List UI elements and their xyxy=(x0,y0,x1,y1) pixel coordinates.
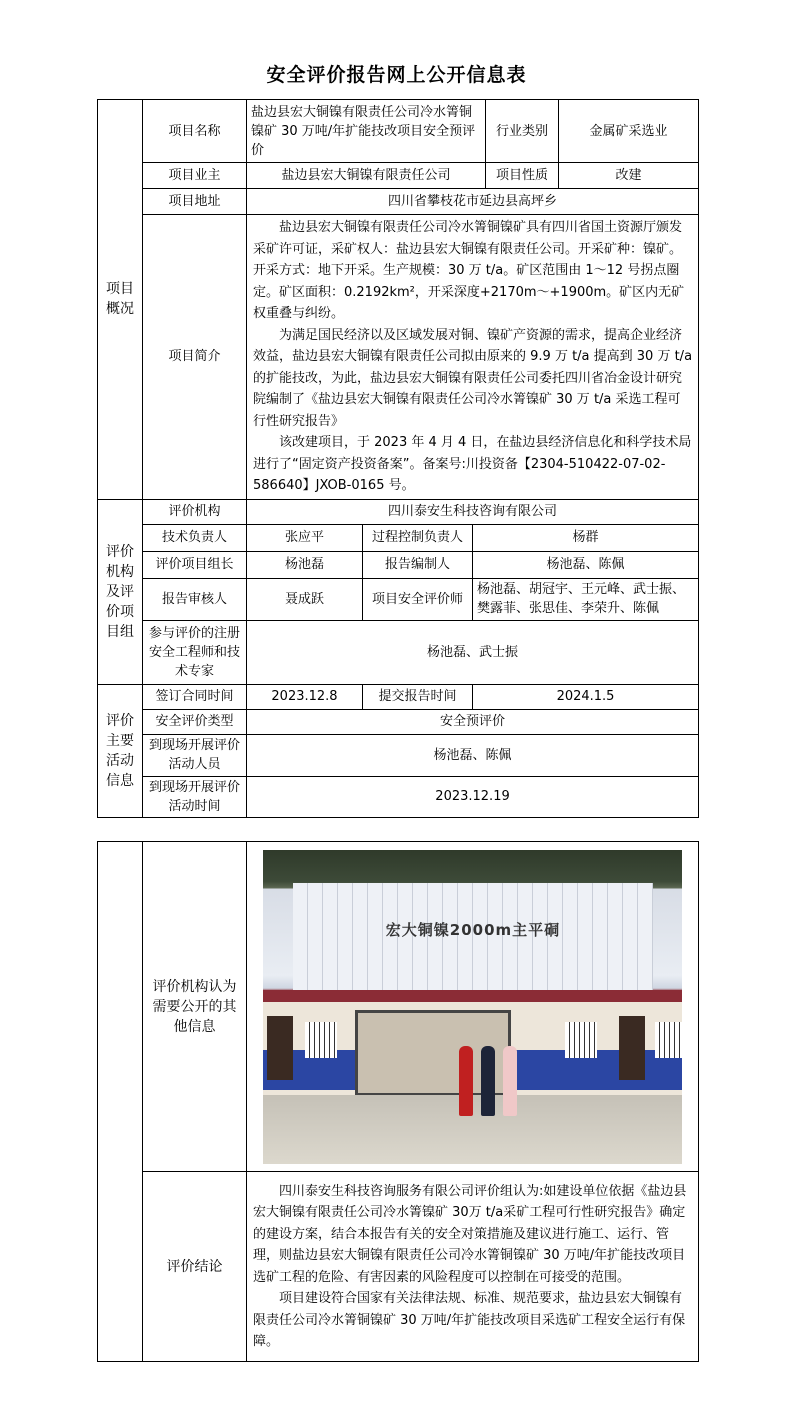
intro-text xyxy=(247,215,699,500)
other-info-label: 评价机构认为需要公开的其他信息 xyxy=(143,842,247,1172)
agency-value: 四川泰安生科技咨询有限公司 xyxy=(247,499,699,524)
project-name-value: 盐边县宏大铜镍有限责任公司冷水箐铜镍矿 30 万吨/年扩能技改项目安全预评价 xyxy=(247,100,486,163)
eval-type-label: 安全评价类型 xyxy=(143,709,247,734)
empty-group-cell xyxy=(98,842,143,1362)
site-date-label: 到现场开展评价活动时间 xyxy=(143,776,247,817)
address-value: 四川省攀枝花市延边县高坪乡 xyxy=(247,189,699,215)
nature-label: 项目性质 xyxy=(486,163,559,189)
conclusion-paragraph: 四川泰安生科技咨询服务有限公司评价组认为:如建设单位依据《盐边县宏大铜镍有限责任公司冷水箐镍矿 30万 t/a采矿工程可行性研究报告》确定的建设方案，结合本报告有关的安全对策措施及建议进行施工、运行、管理，则盐边县宏大铜镍有限责任公司冷水箐铜镍矿 30 万吨/年扩能技改项目选矿工程的危险、有害因素的风险程度可以控制在可接受的范围。 xyxy=(253,1183,687,1285)
site-photo xyxy=(263,850,682,1164)
industry-value: 金属矿采选业 xyxy=(559,100,699,163)
owner-label: 项目业主 xyxy=(143,163,247,189)
conclusion-paragraph: 项目建设符合国家有关法律法规、标准、规范要求，盐边县宏大铜镍有限责任公司冷水箐铜镍矿 30 万吨/年扩能技改项目采选矿工程安全运行有保障。 xyxy=(253,1291,686,1349)
reviewer-value: 聂成跃 xyxy=(247,578,363,620)
activity-group-label: 评价主要活动信息 xyxy=(98,684,143,817)
page-title: 安全评价报告网上公开信息表 xyxy=(266,64,527,86)
window xyxy=(565,1022,597,1058)
team-lead-value: 杨池磊 xyxy=(247,551,363,578)
reviewer-label: 报告审核人 xyxy=(143,578,247,620)
nature-value: 改建 xyxy=(559,163,699,189)
overview-group-label: 项目概况 xyxy=(106,281,134,318)
assessors-value: 杨池磊、胡冠宇、王元峰、武士振、樊露菲、张思佳、李荣升、陈佩 xyxy=(473,578,699,620)
project-name-label: 项目名称 xyxy=(143,100,247,163)
tech-lead-label: 技术负责人 xyxy=(143,524,247,551)
submit-date-value: 2024.1.5 xyxy=(473,684,699,709)
compiler-value: 杨池磊、陈佩 xyxy=(473,551,699,578)
window xyxy=(655,1022,682,1058)
site-date-value: 2023.12.19 xyxy=(247,776,699,817)
info-table xyxy=(97,99,699,818)
process-lead-label: 过程控制负责人 xyxy=(363,524,473,551)
group-overview-label xyxy=(98,100,143,500)
org-group-label: 评价机构及评价项目组 xyxy=(98,499,143,684)
contract-date-value: 2023.12.8 xyxy=(247,684,363,709)
owner-value: 盐边县宏大铜镍有限责任公司 xyxy=(247,163,486,189)
intro-label: 项目简介 xyxy=(143,215,247,500)
conclusion-text xyxy=(247,1172,699,1362)
address-label: 项目地址 xyxy=(143,189,247,215)
conclusion-label: 评价结论 xyxy=(143,1172,247,1362)
compiler-label: 报告编制人 xyxy=(363,551,473,578)
tech-lead-value: 张应平 xyxy=(247,524,363,551)
engineers-value: 杨池磊、武士振 xyxy=(247,620,699,684)
intro-paragraph: 盐边县宏大铜镍有限责任公司冷水箐铜镍矿具有四川省国土资源厅颁发采矿许可证，采矿权人：盐边县宏大铜镍有限责任公司。开采矿种：镍矿。开采方式：地下开采。生产规模：30 万 t/a。矿区范围由 1～12 号拐点圈定。矿区面积：0.2192km²，开采深度+2170m～+1900m。矿区内无矿权重叠与纠纷。 xyxy=(253,220,685,321)
intro-paragraph: 为满足国民经济以及区域发展对铜、镍矿产资源的需求，提高企业经济效益，盐边县宏大铜镍有限责任公司拟由原来的 9.9 万 t/a 提高到 30 万 t/a 的扩能技改，为此，盐边县宏大铜镍有限责任公司委托四川省冶金设计研究院编制了《盐边县宏大铜镍有限责任公司冷水箐镍矿 30 万 t/a 采选工程可行性研究报告》 xyxy=(253,327,693,429)
tunnel-sign xyxy=(293,883,653,999)
contract-date-label: 签订合同时间 xyxy=(143,684,247,709)
window xyxy=(305,1022,337,1058)
other-info-table xyxy=(97,841,699,1362)
site-staff-label: 到现场开展评价活动人员 xyxy=(143,734,247,776)
person xyxy=(503,1046,517,1116)
door xyxy=(619,1016,645,1080)
person xyxy=(459,1046,473,1116)
process-lead-value: 杨群 xyxy=(473,524,699,551)
eval-type-value: 安全预评价 xyxy=(247,709,699,734)
roof xyxy=(263,990,682,1002)
industry-label: 行业类别 xyxy=(486,100,559,163)
site-staff-value: 杨池磊、陈佩 xyxy=(247,734,699,776)
door xyxy=(267,1016,293,1080)
engineers-label: 参与评价的注册安全工程师和技术专家 xyxy=(143,620,247,684)
tunnel-sign-text: 宏大铜镍2000m主平硐 xyxy=(385,920,561,939)
person xyxy=(481,1046,495,1116)
submit-date-label: 提交报告时间 xyxy=(363,684,473,709)
agency-label: 评价机构 xyxy=(143,499,247,524)
site-photo-cell xyxy=(247,842,699,1172)
intro-paragraph: 该改建项目，于 2023 年 4 月 4 日，在盐边县经济信息化和科学技术局进行了“固定资产投资备案”。备案号:川投资备【2304-510422-07-02-586640】JXOB-0165 号。 xyxy=(253,435,692,493)
assessors-label: 项目安全评价师 xyxy=(363,578,473,620)
team-lead-label: 评价项目组长 xyxy=(143,551,247,578)
